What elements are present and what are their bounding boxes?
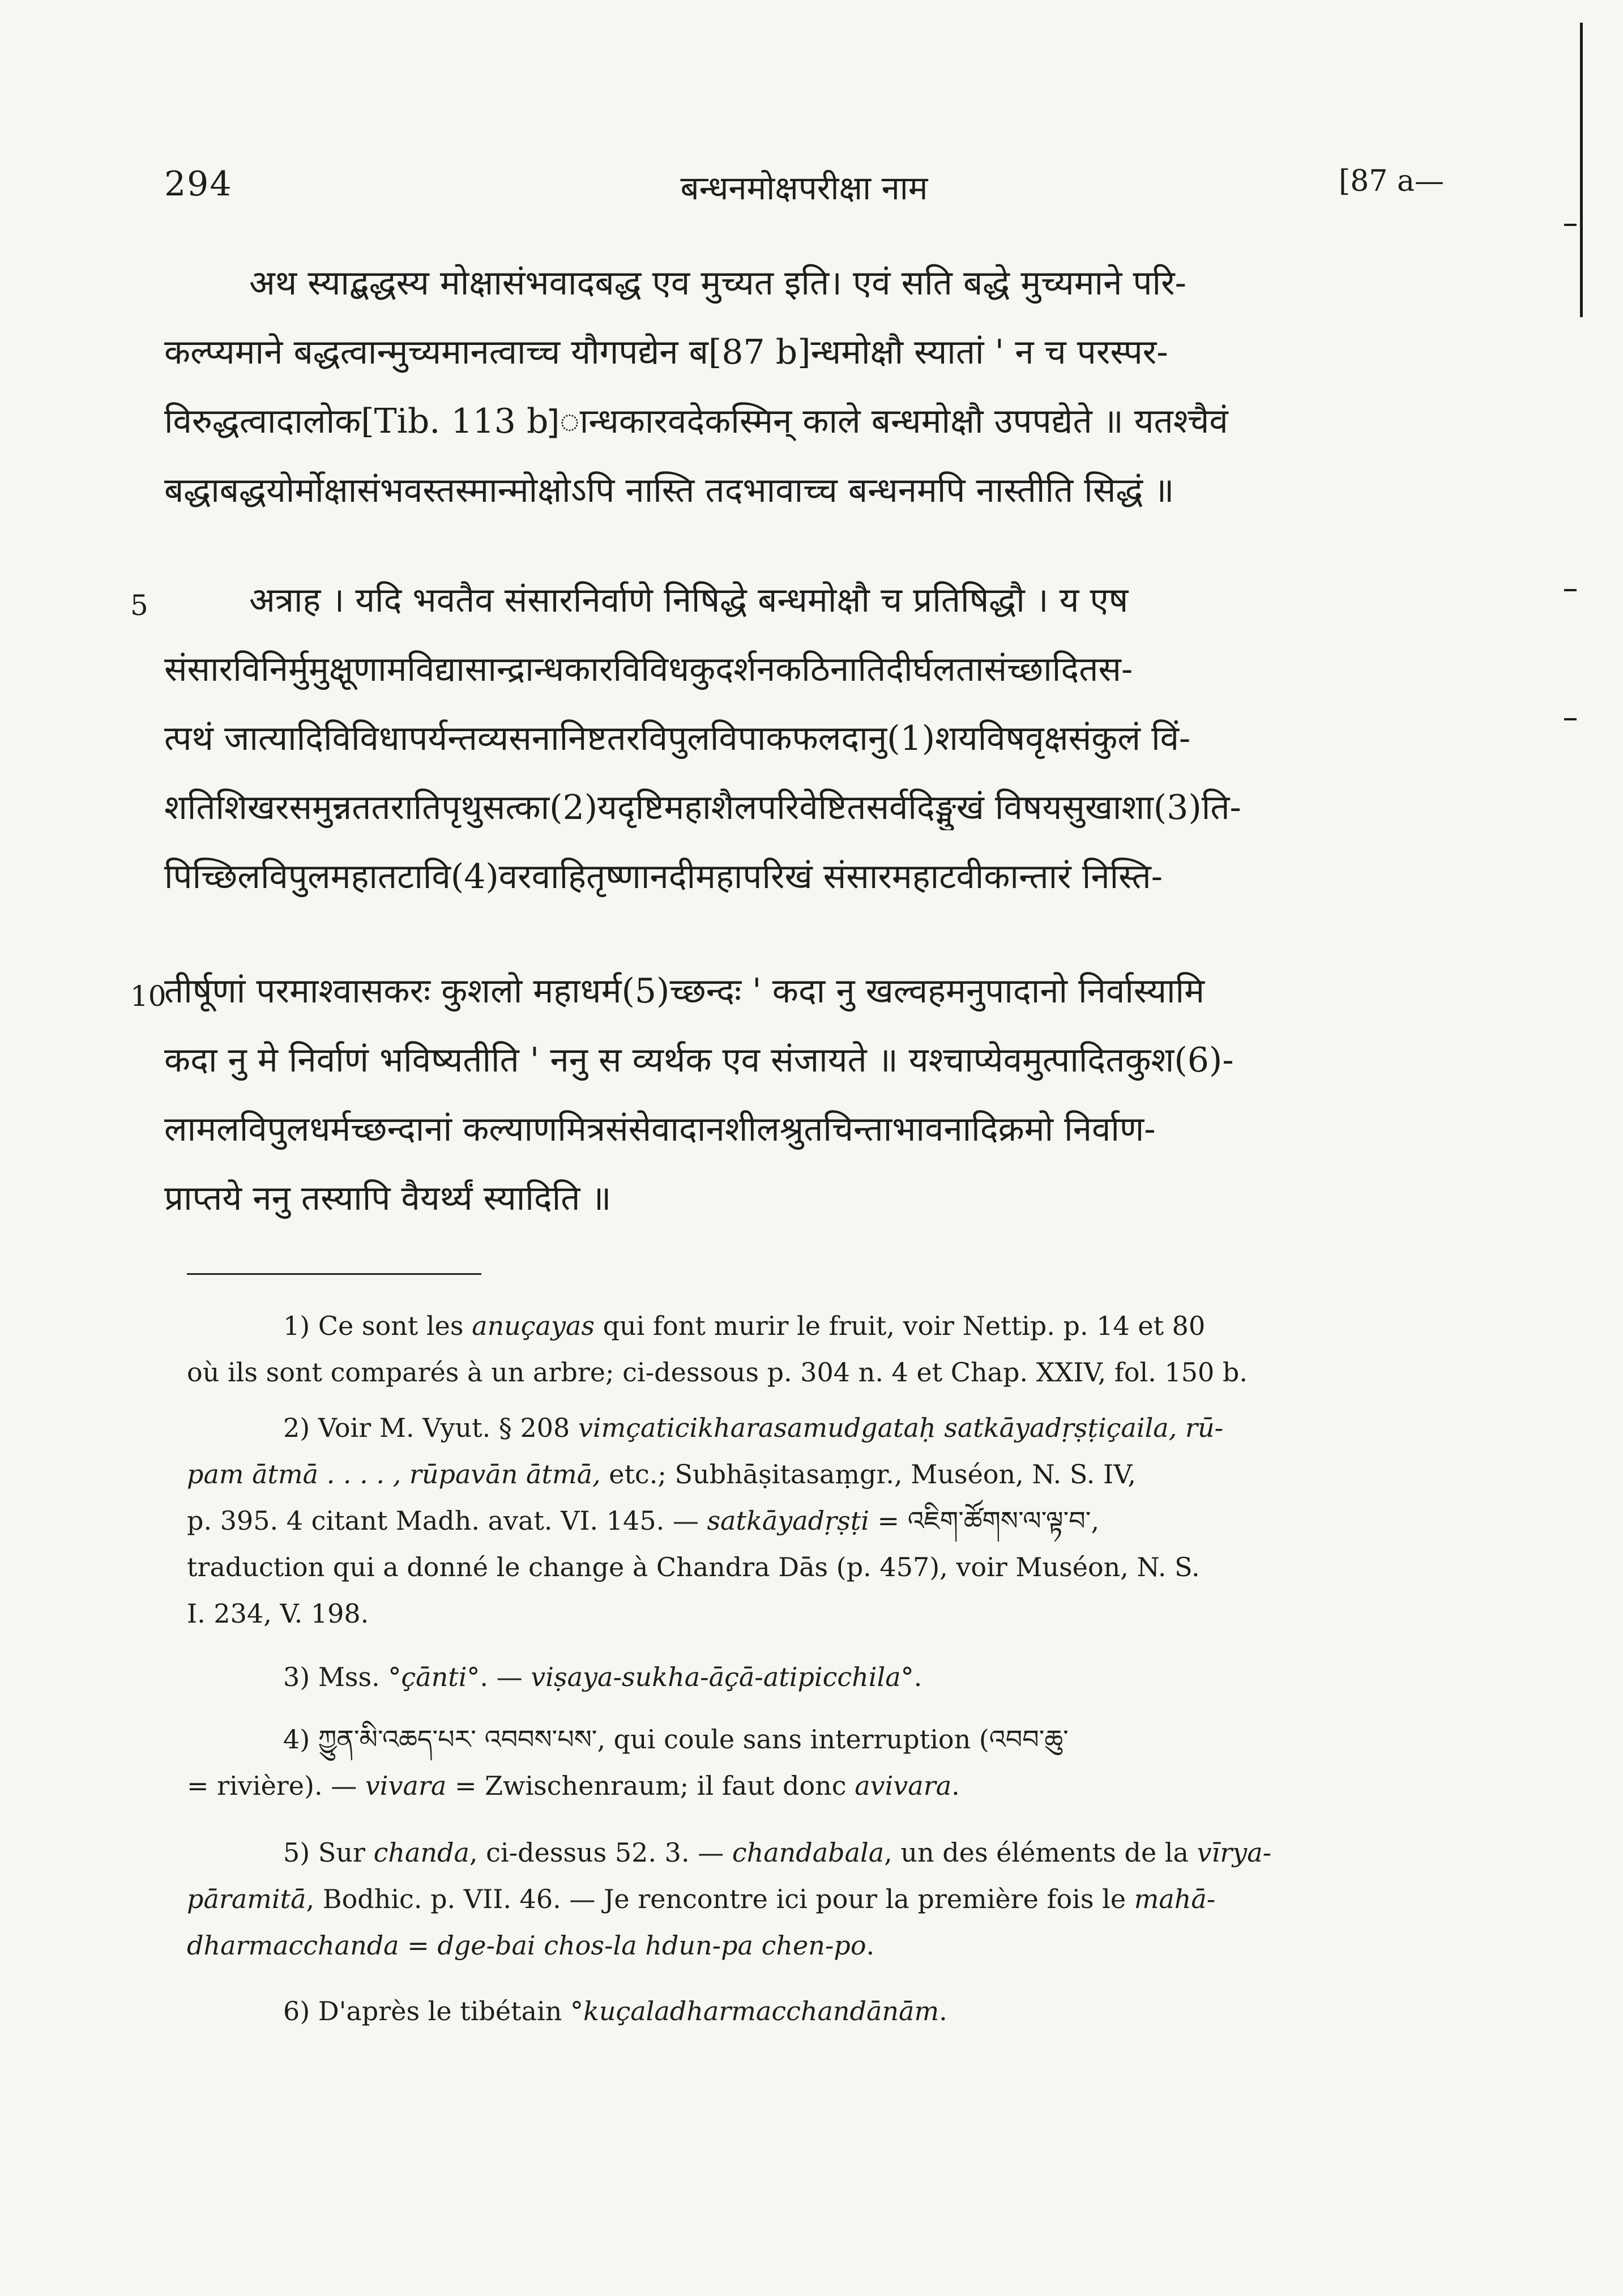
running-header — [164, 164, 1444, 215]
text-line-1: अथ स्याद्बद्धस्य मोक्षासंभवादबद्ध एव मुच्यत इति। एवं सति बद्धे मुच्यमाने परि- — [249, 263, 1186, 303]
text-line-9: पिच्छिलविपुलमहातटावि(4)वरवाहितृष्णानदीमहापरिखं संसारमहाटवीकान्तारं निस्ति- — [164, 857, 1163, 897]
footnote-4: 4) ཀྱུན་མི་འཆད་པར་ འབབས་པས་, qui coule sans interruption (འབབ་ཆུ་ = rivière). — vivara = Zwischenraum; il faut donc avivara. — [187, 1724, 1069, 1801]
scan-edge-tick — [1564, 718, 1577, 720]
text-line-6: संसारविनिर्मुमुक्षूणामविद्यासान्द्रान्धकारविविधकुदर्शनकठिनातिदीर्घलतासंच्छादितस- — [164, 650, 1133, 689]
scan-edge-tick — [1564, 224, 1577, 226]
folio-reference: [87 a— — [1339, 164, 1444, 198]
text-line-2: कल्प्यमाने बद्धत्वान्मुच्यमानत्वाच्च यौगपद्येन ब[87 b]न्धमोक्षौ स्यातां ' न च परस्पर- — [164, 332, 1168, 372]
line-number-5: 5 — [130, 589, 148, 622]
text-line-10: तीर्षूणां परमाश्वासकरः कुशलो महाधर्म(5)च्छन्दः ' कदा नु खल्वहमनुपादानो निर्वास्यामि — [164, 971, 1205, 1011]
text-line-4: बद्धाबद्धयोर्मोक्षासंभवस्तस्मान्मोक्षोऽपि नास्ति तदभावाच्च बन्धनमपि नास्तीति सिद्धं ॥ — [164, 471, 1174, 510]
text-line-5: अत्राह । यदि भवतैव संसारनिर्वाणे निषिद्धे बन्धमोक्षौ च प्रतिषिद्धौ । य एष — [249, 581, 1129, 620]
footnote-rule — [187, 1273, 481, 1275]
line-number-10: 10 — [130, 980, 166, 1013]
text-line-3: विरुद्धत्वादालोक[Tib. 113 b]ान्धकारवदेकस्मिन् काले बन्धमोक्षौ उपपद्येते ॥ यतश्चैवं — [164, 402, 1228, 441]
footnote-6: 6) D'après le tibétain °kuçaladharmacchandānām. — [283, 1996, 947, 2026]
scan-edge-mark — [1580, 23, 1583, 317]
text-line-7: त्पथं जात्यादिविविधापर्यन्तव्यसनानिष्टतरविपुलविपाकफलदानु(1)शयविषवृक्षसंकुलं विं- — [164, 719, 1191, 758]
text-line-13: प्राप्तये ननु तस्यापि वैयर्थ्यं स्यादिति ॥ — [164, 1179, 612, 1218]
scan-edge-tick — [1564, 589, 1577, 591]
footnote-2: 2) Voir M. Vyut. § 208 vimçaticikharasamudgataḥ satkāyadṛṣṭiçaila, rū- pam ātmā . . . . , rūpavān ātmā, etc.; Subhāṣitasaṃgr., Muséon, N. S. IV, p. 395. 4 citant Madh. avat. VI. 145. — satkāyadṛṣṭi = འཇིག་ཚོགས་ལ་ལྟ་བ་, traduction qui a donné le change à Chandra Dās (p. 457), voir Muséon, N. S. I. 234, V. 198. — [187, 1412, 1224, 1629]
running-title: बन्धनमोक्षपरीक्षा नाम — [680, 169, 928, 207]
text-line-11: कदा नु मे निर्वाणं भविष्यतीति ' ननु स व्यर्थक एव संजायते ॥ यश्चाप्येवमुत्पादितकुश(6)- — [164, 1040, 1234, 1080]
footnote-3: 3) Mss. °çānti°. — viṣaya-sukha-āçā-atipicchila°. — [283, 1662, 922, 1692]
text-line-12: लामलविपुलधर्मच्छन्दानां कल्याणमित्रसंसेवादानशीलश्रुतचिन्ताभावनादिक्रमो निर्वाण- — [164, 1109, 1156, 1149]
page-number: 294 — [164, 164, 233, 204]
footnote-1: 1) Ce sont les anuçayas qui font murir le fruit, voir Nettip. p. 14 et 80 où ils sont comparés à un arbre; ci-dessous p. 304 n. 4 et Chap. XXIV, fol. 150 b. — [187, 1311, 1248, 1388]
footnote-5: 5) Sur chanda, ci-dessus 52. 3. — chandabala, un des éléments de la vīrya- pāramitā, Bodhic. p. VII. 46. — Je rencontre ici pour la première fois le mahā- dharmacchanda = dge-bai chos-la hdun-pa chen-po. — [187, 1837, 1272, 1961]
text-line-8: शतिशिखरसमुन्नततरातिपृथुसत्का(2)यदृष्टिमहाशैलपरिवेष्टितसर्वदिङ्मुखं विषयसुखाशा(3)ति- — [164, 788, 1241, 827]
